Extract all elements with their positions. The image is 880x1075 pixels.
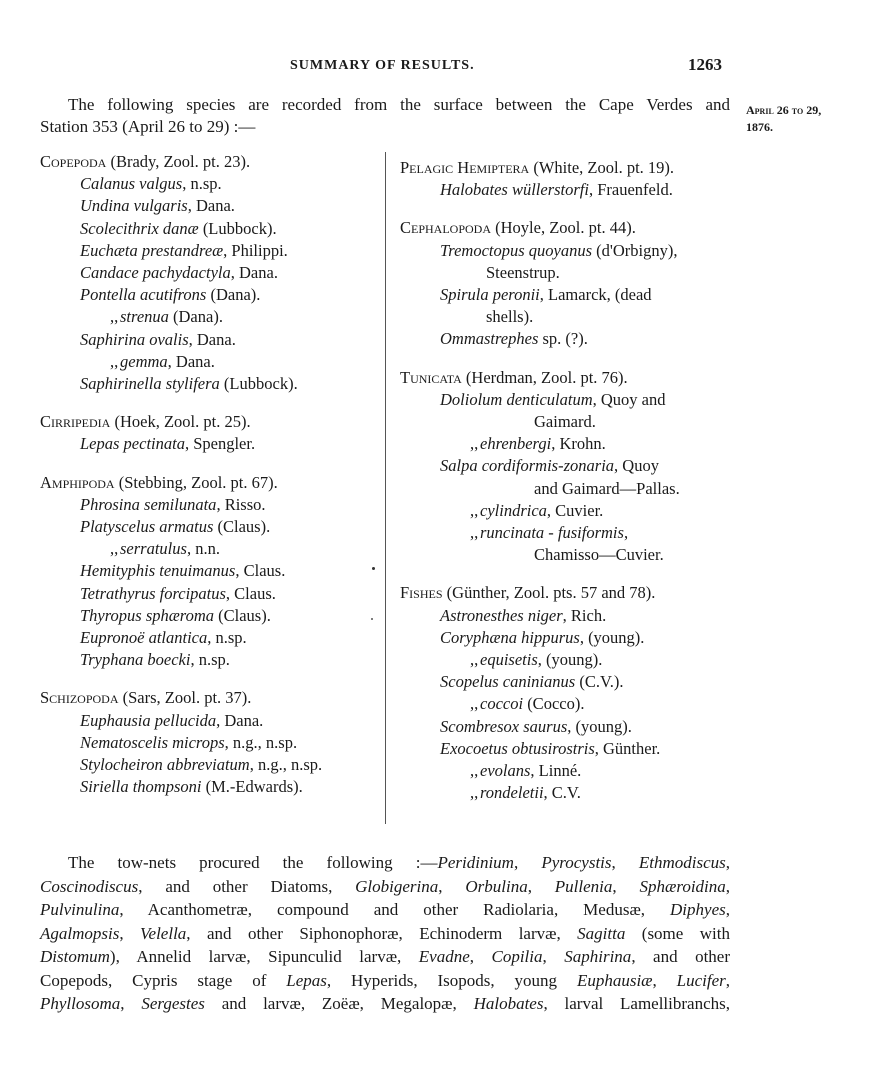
species-authority: , Linné.	[530, 761, 582, 781]
species-continuation: shells).	[486, 307, 534, 327]
column-divider	[385, 152, 386, 824]
genus-name: Lucifer	[676, 970, 726, 990]
species-entry	[400, 605, 735, 627]
species-authority: , Rich.	[562, 605, 607, 625]
species-name: Euphausia pellucida	[80, 710, 217, 730]
species-entry	[40, 732, 380, 754]
text-run: ,	[469, 947, 492, 966]
species-entry	[40, 605, 380, 627]
species-entry	[40, 262, 380, 284]
species-continuation: and Gaimard—Pallas.	[534, 478, 680, 498]
species-authority: , n.sp.	[190, 650, 230, 670]
group-fishes	[400, 582, 735, 804]
species-authority: , Dana.	[230, 263, 278, 283]
species-name: Exocoetus obtusirostris	[440, 738, 595, 758]
species-authority: , Dana.	[167, 351, 215, 371]
genus-name: Evadne	[418, 947, 470, 966]
species-name: Phrosina semilunata	[80, 494, 217, 514]
species-authority: , Spengler.	[184, 434, 256, 454]
species-entry	[400, 240, 735, 262]
genus-name: Orbulina	[465, 876, 528, 896]
species-entry	[40, 776, 380, 798]
species-entry	[40, 627, 380, 649]
species-entry	[40, 583, 380, 605]
text-run: ,	[120, 994, 142, 1013]
species-name: Scolecithrix danæ	[80, 218, 199, 238]
species-authority: , Frauenfeld.	[588, 180, 673, 200]
text-run: , Acanthometræ, compound and other Radiolaria, Medusæ,	[119, 900, 671, 919]
margin-note-line1: April 26 to 29,	[746, 103, 822, 117]
species-authority: , Lamarck, (dead	[539, 285, 652, 305]
text-run: , and other Diatoms,	[138, 876, 356, 896]
left-column	[40, 151, 380, 814]
ditto-mark: ,,	[470, 694, 479, 714]
species-name: Salpa cordiformis-zonaria	[440, 456, 615, 476]
para-line	[40, 922, 730, 946]
page-number: 1263	[688, 55, 722, 74]
species-name: Halobates wüllerstorfi	[440, 180, 589, 200]
species-continuation: Chamisso—Cuvier.	[534, 545, 664, 565]
text-run: ,	[513, 853, 542, 872]
species-name: Pontella acutifrons	[80, 285, 207, 305]
species-authority: , Günther.	[594, 738, 661, 758]
group-heading	[400, 367, 735, 389]
group-name: Cirripedia	[40, 412, 111, 432]
species-authority: , Quoy	[614, 456, 659, 476]
group-cirripedia	[40, 411, 380, 455]
species-authority: , Dana.	[188, 329, 236, 349]
text-run: ,	[527, 876, 555, 896]
species-name: Platyscelus armatus	[80, 517, 214, 537]
group-heading	[40, 411, 380, 433]
species-authority: , (young).	[579, 627, 645, 647]
ditto-mark: ,,	[470, 500, 479, 520]
species-entry	[400, 455, 735, 477]
group-cephalopoda	[400, 217, 735, 350]
genus-name: Agalmopsis	[40, 923, 120, 943]
group-authority: (Sars, Zool. pt. 37).	[118, 688, 252, 708]
margin-note-line2: 1876.	[746, 120, 773, 134]
species-authority: (Lubbock).	[219, 374, 298, 394]
species-authority: (Cocco).	[523, 694, 585, 714]
species-entry	[400, 671, 735, 693]
species-name: evolans	[480, 761, 531, 781]
species-authority: , Risso.	[216, 494, 266, 514]
species-authority: , n.g., n.sp.	[249, 755, 323, 775]
genus-name: Pyrocystis	[541, 853, 612, 872]
species-name: Ommastrephes	[440, 329, 539, 349]
para-line	[40, 851, 730, 875]
group-authority: (Stebbing, Zool. pt. 67).	[114, 472, 278, 492]
group-heading	[40, 472, 380, 494]
para-line	[40, 945, 730, 969]
species-name: Undina vulgaris	[80, 196, 188, 216]
text-run: and larvæ, Zoëæ, Megalopæ,	[204, 994, 474, 1013]
species-entry	[40, 516, 380, 538]
genus-name: Sagitta	[577, 923, 626, 943]
group-authority: (Hoek, Zool. pt. 25).	[110, 412, 251, 432]
genus-name: Pullenia	[554, 876, 613, 896]
running-title: SUMMARY OF RESULTS.	[290, 58, 475, 73]
species-name: Spirula peronii	[440, 285, 540, 305]
group-name: Copepoda	[40, 152, 107, 171]
group-copepoda	[40, 151, 380, 395]
tow-nets-paragraph	[40, 851, 730, 1016]
genus-name: Lepas	[286, 970, 327, 990]
species-continuation: Gaimard.	[534, 412, 596, 432]
group-name: Cephalopoda	[400, 218, 492, 238]
intro-paragraph	[40, 94, 730, 138]
species-name: runcinata - fusiformis	[480, 523, 624, 543]
species-name: coccoi	[480, 694, 524, 714]
group-heading	[400, 582, 735, 604]
species-entry	[40, 240, 380, 262]
text-run: , Hyperids, Isopods, young	[326, 970, 577, 990]
species-entry	[40, 649, 380, 671]
species-entry	[400, 760, 735, 782]
species-authority: (Dana).	[168, 307, 223, 327]
species-entry	[40, 538, 380, 560]
genus-name: Peridinium	[437, 853, 514, 872]
species-entry	[400, 500, 735, 522]
species-entry	[40, 754, 380, 776]
group-schizopoda	[40, 687, 380, 798]
species-name: Scombresox saurus	[440, 716, 568, 736]
ditto-mark: ,,	[470, 783, 479, 803]
species-entry	[40, 351, 380, 373]
genus-name: Phyllosoma	[40, 994, 121, 1013]
text-run: ,	[725, 853, 731, 872]
species-entry	[400, 433, 735, 455]
group-name: Tunicata	[400, 367, 462, 387]
species-entry	[400, 179, 735, 201]
species-name: Scopelus caninianus	[440, 672, 576, 692]
species-name: equisetis	[480, 650, 538, 670]
species-name: Candace pachydactyla	[80, 263, 231, 283]
species-authority: (d'Orbigny),	[592, 240, 678, 260]
species-authority: , (young).	[567, 716, 632, 736]
species-authority: , (young).	[537, 650, 603, 670]
ditto-mark: ,,	[470, 434, 479, 454]
ditto-mark: ,,	[110, 351, 119, 371]
group-pelagic-hemiptera	[400, 157, 735, 201]
ditto-mark: ,,	[470, 761, 479, 781]
species-authority: , n.sp.	[182, 174, 222, 194]
text-run: , and other Siphonophoræ, Echinoderm larvæ,	[186, 923, 578, 943]
species-entry	[40, 218, 380, 240]
species-name: Tryphana boecki	[80, 650, 191, 670]
species-name: Astronesthes niger	[440, 605, 563, 625]
species-authority: , Dana.	[216, 710, 264, 730]
species-authority: (Lubbock).	[198, 218, 277, 238]
species-name: strenua	[120, 307, 169, 327]
genus-name: Halobates	[473, 994, 544, 1013]
species-authority: ,	[623, 523, 629, 543]
text-run: (some with	[625, 923, 730, 943]
species-entry	[400, 389, 735, 411]
species-authority: , Cuvier.	[546, 500, 604, 520]
group-authority: (Herdman, Zool. pt. 76).	[461, 367, 628, 387]
genus-name: Globigerina	[355, 876, 439, 896]
species-authority: sp. (?).	[538, 329, 588, 349]
species-name: Euchæta prestandreæ	[80, 240, 224, 260]
intro-line: The following species are recorded from the surface between the Cape Verdes and	[68, 95, 730, 114]
species-authority: , n.n.	[186, 539, 220, 559]
right-column	[400, 157, 735, 820]
text-run: ,	[119, 923, 141, 943]
group-authority: (White, Zool. pt. 19).	[529, 158, 675, 177]
text-run: , larval Lamellibranchs,	[543, 994, 730, 1013]
species-authority: , n.g., n.sp.	[224, 732, 298, 752]
group-tunicata	[400, 367, 735, 567]
species-entry	[40, 284, 380, 306]
species-name: Doliolum denticulatum	[440, 389, 593, 409]
species-entry	[400, 284, 735, 306]
group-heading	[400, 217, 735, 239]
species-entry	[40, 329, 380, 351]
genus-name: Euphausiæ	[576, 970, 653, 990]
ditto-mark: ,,	[110, 539, 119, 559]
text-run: ,	[725, 970, 731, 990]
genus-name: Velella	[140, 923, 187, 943]
group-name: Amphipoda	[40, 472, 115, 492]
species-entry	[40, 173, 380, 195]
group-heading	[40, 687, 380, 709]
species-name: ehrenbergi	[480, 434, 552, 454]
species-authority: (Dana).	[206, 285, 261, 305]
species-name: Thyropus sphæroma	[80, 605, 215, 625]
para-line	[40, 992, 730, 1016]
group-authority: (Brady, Zool. pt. 23).	[106, 152, 251, 171]
text-run: ,	[438, 876, 466, 896]
text-run: ,	[725, 876, 731, 896]
genus-name: Saphirina	[564, 947, 632, 966]
species-entry	[40, 710, 380, 732]
group-heading	[40, 151, 380, 173]
species-entry	[40, 195, 380, 217]
genus-name: Pulvinulina	[40, 900, 120, 919]
species-name: Stylocheiron abbreviatum	[80, 755, 250, 775]
species-authority: , Philippi.	[223, 240, 288, 260]
genus-name: Ethmodiscus	[638, 853, 726, 872]
species-name: cylindrica	[480, 500, 547, 520]
species-entry	[400, 522, 735, 544]
species-name: serratulus	[120, 539, 187, 559]
species-authority: , Claus.	[225, 583, 276, 603]
species-name: Siriella thompsoni	[80, 777, 202, 797]
text-run: Copepods, Cypris stage of	[40, 970, 287, 990]
text-run: ,	[725, 900, 730, 919]
group-name: Schizopoda	[40, 688, 119, 708]
genus-name: Distomum	[40, 947, 110, 966]
text-run: ,	[652, 970, 677, 990]
genus-name: Sphæroidina	[639, 876, 726, 896]
group-authority: (Günther, Zool. pts. 57 and 78).	[442, 583, 656, 603]
para-line	[40, 969, 730, 993]
species-continuation: Steenstrup.	[486, 262, 560, 282]
para-line	[40, 898, 730, 922]
species-authority: , n.sp.	[207, 628, 247, 648]
group-name: Pelagic Hemiptera	[400, 158, 530, 177]
species-name: Tremoctopus quoyanus	[440, 240, 593, 260]
species-entry	[400, 782, 735, 804]
genus-name: Diphyes	[670, 900, 726, 919]
ditto-mark: ,,	[110, 307, 119, 327]
group-authority: (Hoyle, Zool. pt. 44).	[491, 218, 636, 238]
species-authority: , Claus.	[235, 561, 286, 581]
species-authority: (Claus).	[214, 605, 271, 625]
species-authority: (M.-Edwards).	[201, 777, 303, 797]
intro-line: Station 353 (April 26 to 29) :—	[40, 117, 256, 136]
species-name: Lepas pectinata	[80, 434, 185, 454]
text-run: The tow-nets procured the following :—	[68, 853, 438, 872]
species-name: Coryphæna hippurus	[440, 627, 580, 647]
group-heading	[400, 157, 735, 179]
text-run: ,	[542, 947, 565, 966]
species-entry	[400, 716, 735, 738]
species-authority: (C.V.).	[575, 672, 624, 692]
genus-name: Copilia	[491, 947, 543, 966]
species-entry	[400, 649, 735, 671]
ditto-mark: ,,	[470, 523, 479, 543]
genus-name: Sergestes	[141, 994, 205, 1013]
text-run: , and other	[631, 947, 731, 966]
species-authority: , Krohn.	[551, 434, 606, 454]
text-run: ), Annelid larvæ, Sipunculid larvæ,	[109, 947, 419, 966]
group-name: Fishes	[400, 583, 443, 603]
species-authority: , Quoy and	[592, 389, 666, 409]
species-entry	[40, 560, 380, 582]
species-authority: , Dana.	[187, 196, 235, 216]
ditto-mark: ,,	[470, 650, 479, 670]
species-name: Saphirinella stylifera	[80, 374, 220, 394]
species-authority: (Claus).	[213, 517, 271, 537]
group-amphipoda	[40, 472, 380, 672]
species-entry	[400, 738, 735, 760]
species-name: Calanus valgus	[80, 174, 183, 194]
species-entry	[40, 494, 380, 516]
margin-note	[746, 102, 866, 136]
species-name: gemma	[120, 351, 168, 371]
text-run: ,	[611, 853, 639, 872]
text-run: ,	[612, 876, 640, 896]
species-authority: , C.V.	[543, 783, 581, 803]
species-entry	[40, 373, 380, 395]
para-line	[40, 875, 730, 899]
species-name: Tetrathyrus forcipatus	[80, 583, 226, 603]
species-name: Eupronoë atlantica	[80, 628, 208, 648]
genus-name: Coscinodiscus	[40, 876, 139, 896]
species-name: rondeletii	[480, 783, 544, 803]
species-name: Hemityphis tenuimanus	[80, 561, 236, 581]
species-name: Nematoscelis microps	[80, 732, 225, 752]
species-entry	[40, 306, 380, 328]
species-entry	[400, 693, 735, 715]
species-entry	[400, 328, 735, 350]
species-entry	[40, 433, 380, 455]
species-entry	[400, 627, 735, 649]
species-name: Saphirina ovalis	[80, 329, 189, 349]
